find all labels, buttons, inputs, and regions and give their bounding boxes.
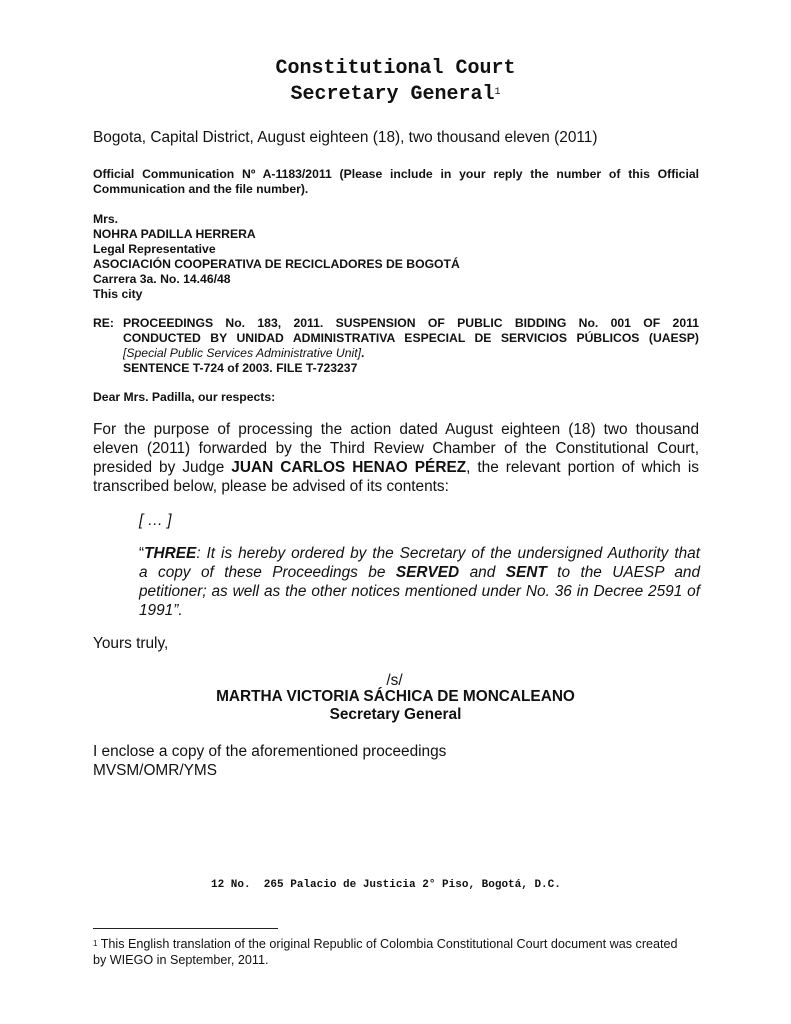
- addressee-organization: ASOCIACIÓN COOPERATIVA DE RECICLADORES DE BOGOTÁ: [93, 257, 460, 271]
- footnote-number: 1: [93, 939, 98, 948]
- addressee-address: Carrera 3a. No. 14.46/48: [93, 272, 231, 286]
- greeting: Dear Mrs. Padilla, our respects:: [93, 390, 276, 404]
- signatory-title: Secretary General: [329, 706, 462, 723]
- official-communication-line-1: Official Communication Nº A-1183/2011 (Please include in your reply the number of this Official: [93, 167, 699, 181]
- quote-line-4: 1991”.: [139, 602, 183, 619]
- re-line-4: SENTENCE T-724 of 2003. FILE T-723237: [123, 361, 358, 375]
- re-line-3-italic: [Special Public Services Administrative Unit]: [123, 346, 361, 360]
- quote-line-1-rest: : It is hereby ordered by the Secretary of the undersigned Authority that: [196, 545, 700, 562]
- re-label: RE:: [93, 316, 114, 330]
- title-line-2: Secretary General: [290, 83, 495, 106]
- addressee-role: Legal Representative: [93, 242, 216, 256]
- footnote-reference[interactable]: 1: [494, 87, 501, 98]
- court-address-footer: 12 No. 265 Palacio de Justicia 2° Piso, Bogotá, D.C.: [211, 879, 561, 891]
- ellipsis: [ … ]: [139, 512, 172, 529]
- page-title: [0, 56, 791, 82]
- body-line-3-post: , the relevant portion of which is: [466, 459, 699, 476]
- open-quote: “: [139, 545, 145, 562]
- quoted-order: [139, 544, 700, 620]
- judge-name: JUAN CARLOS HENAO PÉREZ: [231, 459, 467, 476]
- footnote-divider: [93, 928, 278, 929]
- re-block: [123, 316, 699, 376]
- enclosure-block: [93, 742, 699, 780]
- footnote: [93, 936, 699, 968]
- quote-line-2-post: to the UAESP and: [546, 564, 701, 581]
- re-line-3-end: .: [360, 346, 365, 360]
- signatory-name: MARTHA VICTORIA SÁCHICA DE MONCALEANO: [216, 688, 575, 705]
- body-line-2: eleven (2011) forwarded by the Third Review Chamber of the Constitutional Court,: [93, 440, 699, 457]
- addressee-name: NOHRA PADILLA HERRERA: [93, 227, 256, 241]
- quote-line-1: [139, 544, 700, 563]
- addressee-city: This city: [93, 287, 143, 301]
- date-line: Bogota, Capital District, August eighteen (18), two thousand eleven (2011): [93, 129, 598, 146]
- re-line-2: CONDUCTED BY UNIDAD ADMINISTRATIVA ESPECIAL DE SERVICIOS PÚBLICOS (UAESP): [123, 331, 699, 345]
- body-line-1: For the purpose of processing the action dated August eighteen (18) two thousand: [93, 421, 699, 438]
- quote-and: and: [459, 564, 506, 581]
- enclosure-line-1: I enclose a copy of the aforementioned proceedings: [93, 743, 447, 760]
- body-line-3: [93, 458, 699, 477]
- body-line-4: transcribed below, please be advised of its contents:: [93, 478, 449, 495]
- quote-keyword: THREE: [144, 545, 197, 562]
- re-line-3: [123, 346, 699, 361]
- signature-mark: /s/: [386, 672, 403, 689]
- addressee-block: [93, 212, 699, 302]
- title-line-1: Constitutional Court: [275, 57, 516, 80]
- body-line-3-pre: presided by Judge: [93, 459, 232, 476]
- footnote-line-2: by WIEGO in September, 2011.: [93, 953, 269, 967]
- quote-line-3: petitioner; as well as the other notices mentioned under No. 36 in Decree 2591 of: [139, 583, 700, 600]
- re-line-1: PROCEEDINGS No. 183, 2011. SUSPENSION OF PUBLIC BIDDING No. 001 OF 2011: [123, 316, 699, 330]
- footnote-text-1: This English translation of the original Republic of Colombia Constitutional Court document was created: [97, 937, 678, 951]
- enclosure-line-2: MVSM/OMR/YMS: [93, 762, 217, 779]
- sent-word: SENT: [505, 564, 547, 581]
- closing: Yours truly,: [93, 635, 169, 652]
- addressee-salutation: Mrs.: [93, 212, 119, 226]
- served-word: SERVED: [395, 564, 460, 581]
- footnote-line-1: [93, 936, 699, 952]
- quote-line-2: [139, 563, 700, 582]
- body-paragraph: [93, 420, 699, 496]
- official-communication: [93, 167, 699, 197]
- page-subtitle: [0, 82, 791, 108]
- quote-line-2-pre: a copy of these Proceedings be: [139, 564, 396, 581]
- official-communication-line-2: Communication and the file number).: [93, 182, 309, 196]
